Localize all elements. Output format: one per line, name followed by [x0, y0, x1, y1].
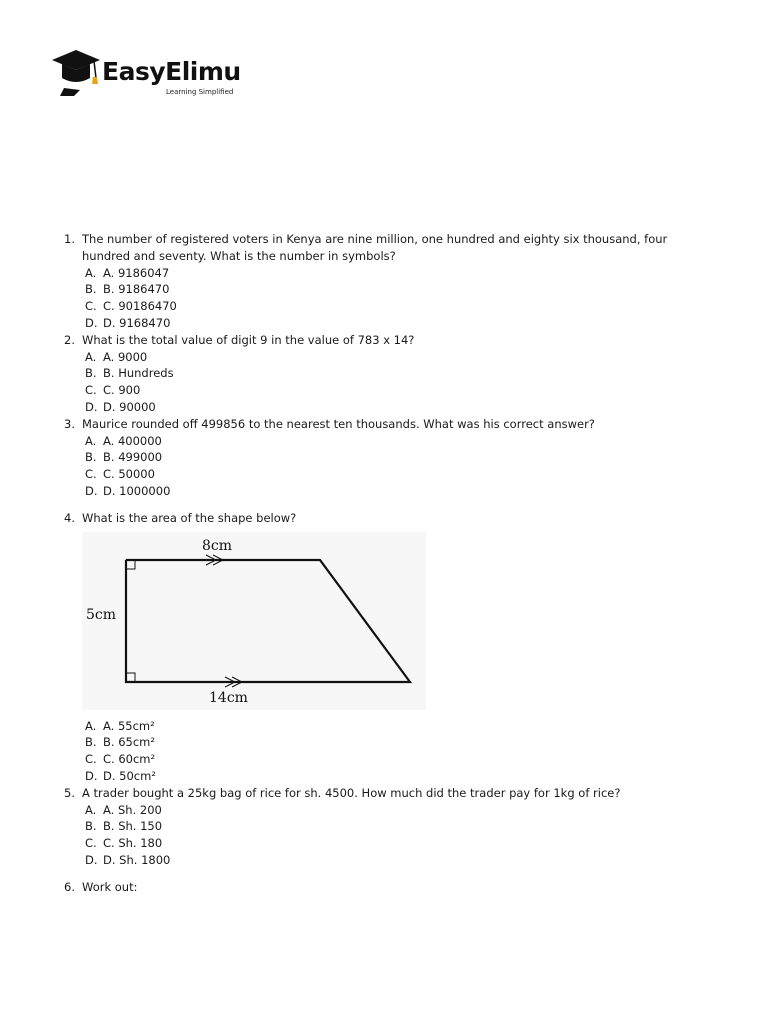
options-1: [85, 265, 704, 332]
option-a: A. A. 9186047: [85, 265, 170, 280]
question-text: The number of registered voters in Kenya are nine million, one hundred and eighty six thousand, four hundred and seventy. What is the number in symbols?: [82, 232, 668, 263]
option-d: D. D. 9168470: [85, 315, 171, 330]
question-6: [64, 879, 704, 896]
option-d: D. D. 50cm²: [85, 768, 156, 783]
brand-tagline: Learning Simplified: [166, 88, 234, 96]
question-5: [64, 785, 704, 802]
option-b: B. B. Hundreds: [85, 366, 174, 381]
question-text: What is the total value of digit 9 in the value of 783 x 14?: [82, 332, 415, 347]
options-4: [85, 718, 704, 785]
question-number: 2.: [64, 332, 75, 347]
option-a: A. A. 55cm²: [85, 718, 155, 733]
question-list: [64, 231, 704, 896]
question-text: A trader bought a 25kg bag of rice for sh. 4500. How much did the trader pay for 1kg of rice?: [82, 785, 621, 800]
options-3: [85, 433, 704, 500]
top-side-label: 8cm: [202, 537, 233, 554]
question-number: 4.: [64, 510, 75, 525]
option-c: C. C. 50000: [85, 467, 155, 482]
question-number: 3.: [64, 416, 75, 431]
easyelimu-logo: [50, 44, 250, 100]
option-c: C. C. 900: [85, 383, 141, 398]
question-number: 1.: [64, 232, 75, 246]
option-c: C. C. 90186470: [85, 299, 177, 314]
option-c: C. C. 60cm²: [85, 752, 156, 767]
question-4: [64, 510, 704, 527]
option-b: B. B. 499000: [85, 450, 163, 465]
question-text: Work out:: [82, 879, 138, 894]
option-a: A. A. Sh. 200: [85, 802, 162, 817]
question-number: 6.: [64, 879, 75, 894]
graduation-cap-icon: [50, 44, 110, 100]
option-a: A. A. 400000: [85, 433, 162, 448]
brand-name: EasyElimu: [102, 57, 241, 86]
question-3: [64, 416, 704, 433]
question-number: 5.: [64, 785, 75, 800]
question-2: [64, 332, 704, 349]
question-text: What is the area of the shape below?: [82, 510, 297, 525]
bottom-side-label: 14cm: [209, 689, 248, 706]
question-text: Maurice rounded off 499856 to the nearest ten thousands. What was his correct answer?: [82, 416, 595, 431]
options-5: [85, 802, 704, 869]
option-c: C. C. Sh. 180: [85, 836, 163, 851]
question-1: [64, 231, 704, 265]
trapezium-figure: [82, 532, 426, 710]
option-b: B. B. 65cm²: [85, 735, 155, 750]
options-2: [85, 349, 704, 416]
option-b: B. B. Sh. 150: [85, 819, 163, 834]
option-d: D. D. Sh. 1800: [85, 852, 171, 867]
option-d: D. D. 90000: [85, 399, 156, 414]
option-b: B. B. 9186470: [85, 282, 170, 297]
side-label: 5cm: [86, 606, 117, 623]
option-d: D. D. 1000000: [85, 483, 171, 498]
option-a: A. A. 9000: [85, 349, 148, 364]
